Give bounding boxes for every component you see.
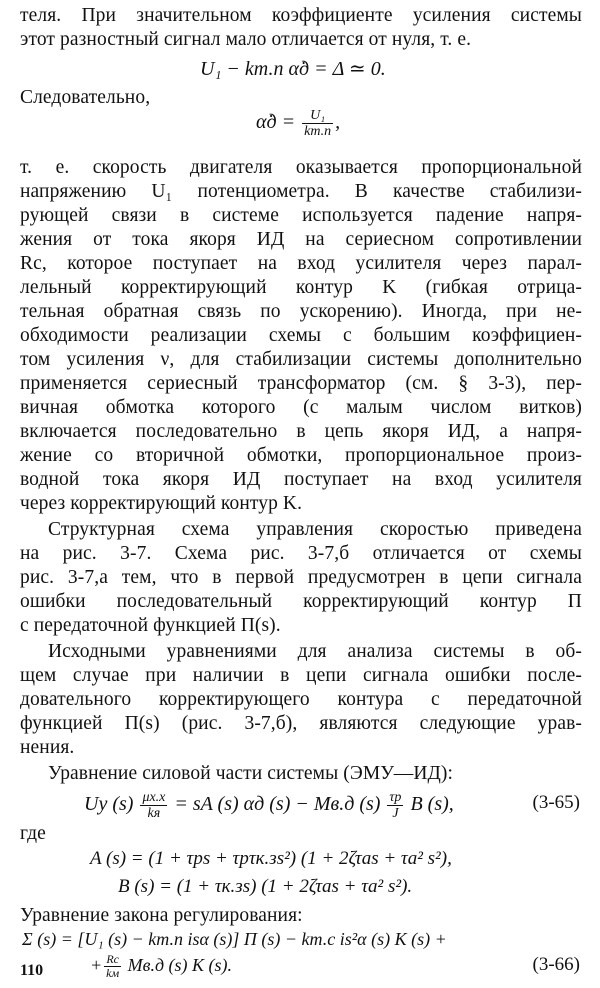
fraction-numerator: U₁: [302, 108, 333, 124]
fraction-numerator: τр: [389, 790, 402, 805]
text-line: этот разностный сигнал мало отличается от нуля, т. е.: [20, 29, 472, 50]
text-line: нения.: [20, 737, 75, 758]
equation-3-66-line2: [90, 950, 232, 980]
text-line: Следовательно,: [20, 87, 151, 108]
text-line: где: [20, 823, 46, 844]
equation-part: Mв.д (s) K (s).: [123, 955, 233, 975]
equation-fraction: [387, 790, 403, 821]
equation-fraction: [140, 790, 167, 821]
text-line: через корректирующий контур K.: [20, 493, 303, 514]
text-line: обходимости реализации схемы с большим коэффициен-: [20, 325, 582, 346]
equation-part: +: [90, 955, 103, 975]
text-line: тельная обратная связь по ускорению). Иногда, при не-: [20, 301, 582, 322]
text-line: с передаточной функцией П(s).: [20, 615, 281, 636]
text-line: довательного корректирующего контура с передаточной: [20, 689, 582, 710]
formula-fraction: [302, 108, 333, 139]
fraction-numerator: Rс: [104, 953, 121, 967]
text-line: теля. При значительном коэффициенте усиления системы: [20, 5, 582, 26]
equation-3-65: [84, 790, 454, 821]
text-line: рующей связи в системе используется падение напря-: [20, 205, 582, 226]
text-line: жение со вторичной обмотки, пропорциональное произ-: [20, 445, 582, 466]
formula-speed: [256, 108, 340, 139]
formula-tail: ,: [335, 111, 341, 134]
equation-b: B (s) = (1 + τк.зs) (1 + 2ζτаs + τа² s²).: [118, 876, 413, 897]
text-line: щем случае при наличии в цепи сигнала ошибки после-: [20, 665, 582, 686]
text-line: на рис. 3-7. Схема рис. 3-7,б отличается от схемы: [20, 543, 582, 564]
formula-lhs: α̇д =: [256, 111, 296, 134]
text-line: т. е. скорость двигателя оказывается пропорциональной: [20, 157, 582, 178]
equation-a: A (s) = (1 + τрs + τрτк.зs²) (1 + 2ζτаs + τа² s²),: [90, 848, 452, 869]
text-line: ошибки последовательный корректирующий контур П: [20, 591, 582, 612]
equation-part: Uу (s): [84, 793, 134, 816]
text-line: напряжению U₁ потенциометра. В качестве стабилизи-: [20, 181, 582, 202]
text-line: применяется сериесный трансформатор (см. § 3-3), пер-: [20, 373, 582, 394]
text-line: Исходными уравнениями для анализа системы в об-: [48, 641, 582, 662]
equation-part: = sA (s) αд (s) − Mв.д (s): [169, 793, 381, 816]
text-line: рис. 3-7,а тем, что в первой предусмотрен в цепи сигнала: [20, 567, 582, 588]
equation-part: B (s),: [405, 793, 454, 816]
equation-number: (3-65): [532, 792, 580, 813]
text-line: Структурная схема управления скоростью приведена: [48, 519, 582, 540]
equation-number: (3-66): [532, 954, 580, 975]
equation-3-66-line1: Σ (s) = [U₁ (s) − kт.п isα (s)] П (s) − kт.с is²α (s) K (s) +: [22, 929, 447, 949]
text-line: лельный корректирующий контур K (гибкая отрица-: [20, 277, 582, 298]
formula-difference: U₁ − kт.п α̇д = Δ ≃ 0.: [200, 58, 386, 80]
fraction-denominator: J: [392, 806, 399, 821]
fraction-denominator: kя: [147, 806, 161, 821]
fraction-numerator: μх.х: [142, 790, 166, 805]
text-line: включается последовательно в цепь якоря ИД, а напря-: [20, 421, 582, 442]
text-line: Уравнение силовой части системы (ЭМУ—ИД):: [48, 763, 454, 784]
text-line: водной тока якоря ИД поступает на вход усилителя: [20, 469, 582, 490]
text-line: том усиления ν, для стабилизации системы дополнительно: [20, 349, 582, 370]
page-number: 110: [20, 962, 44, 979]
text-line: Уравнение закона регулирования:: [20, 905, 303, 926]
fraction-denominator: kм: [106, 966, 120, 981]
fraction-denominator: kт.п: [304, 124, 332, 139]
text-line: Rс, которое поступает на вход усилителя через парал-: [20, 253, 582, 274]
text-line: вичная обмотка которого (с малым числом витков): [20, 397, 582, 418]
text-line: функцией П(s) (рис. 3-7,б), являются следующие урав-: [20, 713, 582, 734]
equation-fraction: [104, 953, 121, 980]
text-line: жения от тока якоря ИД на сериесном сопротивлении: [20, 229, 582, 250]
